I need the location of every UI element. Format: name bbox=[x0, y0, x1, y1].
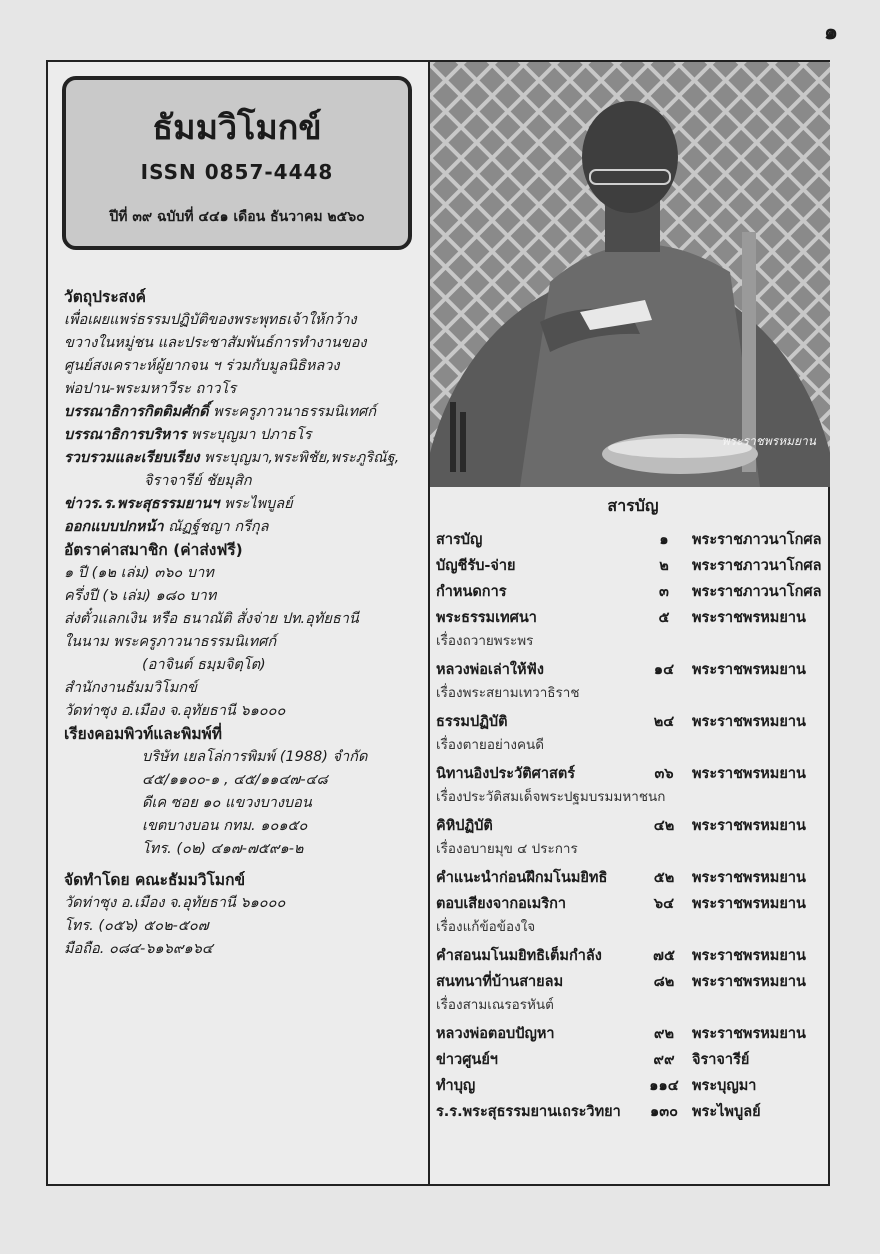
toc-entry-author: พระราชพรหมยาน bbox=[692, 1026, 806, 1042]
managing-editor: บรรณาธิการบริหาร พระบุญมา ปภาธโร bbox=[64, 427, 312, 443]
toc-entry[interactable] bbox=[436, 969, 830, 1015]
toc-entry-title: หลวงพ่อเล่าให้ฟัง bbox=[436, 662, 544, 678]
toc-entry[interactable] bbox=[436, 579, 830, 605]
toc-entry-author: จิราจารีย์ bbox=[692, 1052, 750, 1068]
office-name: สำนักงานธัมมวิโมกข์ bbox=[64, 680, 197, 696]
objective-line: พ่อปาน-พระมหาวีระ ถาวโร bbox=[64, 381, 237, 397]
toc-entry-page: ๓ bbox=[659, 584, 669, 600]
toc-entry[interactable] bbox=[436, 891, 830, 937]
publisher-heading: จัดทำโดย คณะธัมมวิโมกข์ bbox=[64, 871, 246, 889]
printing-company: บริษัท เยลโล่การพิมพ์ (1988) จำกัด bbox=[142, 749, 368, 765]
toc-entry[interactable] bbox=[436, 553, 830, 579]
monk-photo bbox=[430, 62, 830, 487]
page-number: ๑ bbox=[824, 20, 838, 45]
printing-heading: เรียงคอมพิวท์และพิมพ์ที่ bbox=[64, 725, 222, 743]
toc-entry[interactable] bbox=[436, 527, 830, 553]
toc-entry-subtitle: เรื่องสามเณรอรหันต์ bbox=[436, 997, 554, 1013]
toc-entry[interactable] bbox=[436, 865, 830, 891]
objective-line: ขวางในหมู่ชน และประชาสัมพันธ์การทำงานของ bbox=[64, 335, 367, 351]
toc-entry-author: พระไพบูลย์ bbox=[692, 1104, 761, 1120]
printing-address: ดีเค ซอย ๑๐ แขวงบางบอน bbox=[142, 795, 312, 811]
toc-entry-page: ๕ bbox=[658, 610, 670, 626]
toc-entry-page: ๗๕ bbox=[653, 948, 675, 964]
compiler-cont: จิราจารีย์ ชัยมุสิก bbox=[144, 473, 252, 489]
toc-entry-subtitle: เรื่องแก้ข้อข้องใจ bbox=[436, 919, 536, 935]
toc-entry-title: คำสอนมโนมยิทธิเต็มกำลัง bbox=[436, 948, 602, 964]
toc-entry-page: ๑๓๐ bbox=[650, 1104, 678, 1120]
toc-entry-subtitle: เรื่องถวายพระพร bbox=[436, 633, 534, 649]
issue-info: ปีที่ ๓๙ ฉบับที่ ๔๔๑ เดือน ธันวาคม ๒๕๖๐ bbox=[109, 209, 365, 225]
publisher-address: วัดท่าซุง อ.เมือง จ.อุทัยธานี ๖๑๐๐๐ bbox=[64, 895, 286, 911]
toc-entry-author: พระราชพรหมยาน bbox=[692, 974, 806, 990]
toc-entry-author: พระราชภาวนาโกศล bbox=[692, 584, 822, 600]
compiler: รวบรวมและเรียบเรียง พระบุญมา,พระพิชัย,พระภูริณัฐ, bbox=[64, 450, 400, 466]
toc-entry-page: ๒ bbox=[659, 558, 669, 574]
toc-entry-page: ๙๒ bbox=[653, 1026, 675, 1042]
toc-entry-title: นิทานอิงประวัติศาสตร์ bbox=[436, 766, 576, 782]
publisher-mobile: มือถือ. ๐๘๔-๖๑๖๙๑๖๔ bbox=[64, 941, 213, 957]
toc-entry-author: พระราชภาวนาโกศล bbox=[692, 558, 822, 574]
toc-entry[interactable] bbox=[436, 813, 830, 859]
toc-entry-title: กำหนดการ bbox=[436, 584, 507, 600]
toc-entry[interactable] bbox=[436, 709, 830, 755]
content-frame bbox=[46, 60, 830, 1186]
toc-entry-title: ข่าวศูนย์ฯ bbox=[436, 1052, 498, 1068]
toc-title: สารบัญ bbox=[607, 496, 659, 515]
toc-entry-subtitle: เรื่องอบายมุข ๔ ประการ bbox=[436, 841, 578, 857]
publisher-phone: โทร. (๐๕๖) ๕๐๒-๕๐๗ bbox=[64, 918, 209, 934]
objective-heading: วัตถุประสงค์ bbox=[64, 288, 147, 306]
payment-line: (อาจินต์ ธมฺมจิตฺโต) bbox=[142, 657, 266, 673]
toc-entry-author: พระราชพรหมยาน bbox=[692, 948, 806, 964]
subscription-yearly: ๑ ปี (๑๒ เล่ม) ๓๖๐ บาท bbox=[64, 565, 214, 581]
toc-entry-page: ๑๔ bbox=[653, 662, 675, 678]
honorary-editor: บรรณาธิการกิตติมศักดิ์ พระครูภาวนาธรรมนิเทศก์ bbox=[64, 404, 377, 420]
toc-entry-title: พระธรรมเทศนา bbox=[436, 610, 537, 626]
printing-phone: โทร. (๐๒) ๔๑๗-๗๕๙๑-๒ bbox=[142, 841, 304, 857]
toc-entry-page: ๓๖ bbox=[654, 766, 674, 782]
toc-entry-title: ตอบเสียงจากอเมริกา bbox=[436, 896, 567, 912]
toc-entry-title: สารบัญ bbox=[436, 532, 483, 548]
subscription-heading: อัตราค่าสมาชิก (ค่าส่งฟรี) bbox=[64, 541, 243, 559]
toc-entry-title: ทำบุญ bbox=[436, 1078, 476, 1094]
toc-entry-subtitle: เรื่องตายอย่างคนดี bbox=[436, 737, 545, 753]
masthead-box bbox=[62, 76, 412, 250]
payment-line: ส่งตั๋วแลกเงิน หรือ ธนาณัติ สั่งจ่าย ปท.อุทัยธานี bbox=[64, 611, 359, 627]
toc-entry-page: ๘๒ bbox=[653, 974, 675, 990]
toc-entry-author: พระราชพรหมยาน bbox=[692, 896, 806, 912]
toc-entry[interactable] bbox=[436, 605, 830, 651]
toc-entry-page: ๑ bbox=[659, 532, 669, 548]
toc-entry[interactable] bbox=[436, 1099, 830, 1125]
toc-list bbox=[436, 527, 830, 1125]
toc-entry[interactable] bbox=[436, 657, 830, 703]
objective-line: เพื่อเผยแพร่ธรรมปฏิบัติของพระพุทธเจ้าให้กว้าง bbox=[64, 312, 357, 328]
printing-address: เขตบางบอน กทม. ๑๐๑๕๐ bbox=[142, 818, 308, 834]
toc-entry-title: บัญชีรับ-จ่าย bbox=[436, 558, 516, 574]
subscription-half: ครึ่งปี (๖ เล่ม) ๑๘๐ บาท bbox=[64, 588, 217, 604]
toc-entry-page: ๖๔ bbox=[653, 896, 675, 912]
office-address: วัดท่าซุง อ.เมือง จ.อุทัยธานี ๖๑๐๐๐ bbox=[64, 703, 286, 719]
objective-line: ศูนย์สงเคราะห์ผู้ยากจน ฯ ร่วมกับมูลนิธิหลวง bbox=[64, 358, 340, 374]
toc-entry[interactable] bbox=[436, 1021, 830, 1047]
toc-entry-page: ๑๑๔ bbox=[649, 1078, 679, 1094]
toc-entry-author: พระบุญมา bbox=[692, 1078, 757, 1094]
toc-entry[interactable] bbox=[436, 943, 830, 969]
news-editor: ข่าวร.ร.พระสุธรรมยานฯ พระไพบูลย์ bbox=[64, 496, 293, 512]
toc-entry-author: พระราชพรหมยาน bbox=[692, 714, 806, 730]
photo-caption: พระราชพรหมยาน bbox=[721, 434, 816, 448]
toc-entry-title: คิหิปฏิบัติ bbox=[436, 818, 493, 834]
issn-number: ISSN 0857-4448 bbox=[140, 160, 334, 184]
toc-entry-author: พระราชพรหมยาน bbox=[692, 662, 806, 678]
toc-entry[interactable] bbox=[436, 1073, 830, 1099]
toc-entry-title: คำแนะนำก่อนฝึกมโนมยิทธิ bbox=[436, 870, 608, 886]
toc-entry-page: ๒๔ bbox=[653, 714, 675, 730]
toc-entry-author: พระราชพรหมยาน bbox=[692, 610, 806, 626]
toc-entry-author: พระราชภาวนาโกศล bbox=[692, 532, 822, 548]
toc-entry-page: ๕๒ bbox=[653, 870, 675, 886]
toc-entry-author: พระราชพรหมยาน bbox=[692, 818, 806, 834]
toc-entry-title: หลวงพ่อตอบปัญหา bbox=[436, 1026, 555, 1042]
magazine-title: ธัมมวิโมกข์ bbox=[152, 108, 322, 148]
toc-entry-author: พระราชพรหมยาน bbox=[692, 766, 806, 782]
toc-entry-title: สนทนาที่บ้านสายลม bbox=[436, 974, 564, 990]
toc-entry[interactable] bbox=[436, 761, 830, 807]
cover-designer: ออกแบบปกหน้า ณัฏฐ์ชญา กรีกุล bbox=[64, 519, 269, 535]
toc-entry-subtitle: เรื่องประวัติสมเด็จพระปฐมบรมมหาชนก bbox=[436, 789, 666, 805]
toc-entry-title: ธรรมปฏิบัติ bbox=[436, 714, 508, 730]
toc-entry[interactable] bbox=[436, 1047, 830, 1073]
toc-entry-author: พระราชพรหมยาน bbox=[692, 870, 806, 886]
payment-line: ในนาม พระครูภาวนาธรรมนิเทศก์ bbox=[64, 634, 277, 650]
printing-address: ๔๕/๑๑๐๐-๑ , ๔๕/๑๑๔๗-๔๘ bbox=[142, 772, 328, 788]
toc-entry-title: ร.ร.พระสุธรรมยานเถระวิทยา bbox=[436, 1104, 621, 1120]
toc-entry-subtitle: เรื่องพระสยามเทวาธิราช bbox=[436, 685, 580, 701]
toc-entry-page: ๙๙ bbox=[653, 1052, 675, 1068]
table-of-contents bbox=[436, 494, 830, 1125]
toc-entry-page: ๔๒ bbox=[653, 818, 675, 834]
monk-photo-illustration bbox=[430, 62, 830, 487]
left-column bbox=[64, 286, 418, 961]
